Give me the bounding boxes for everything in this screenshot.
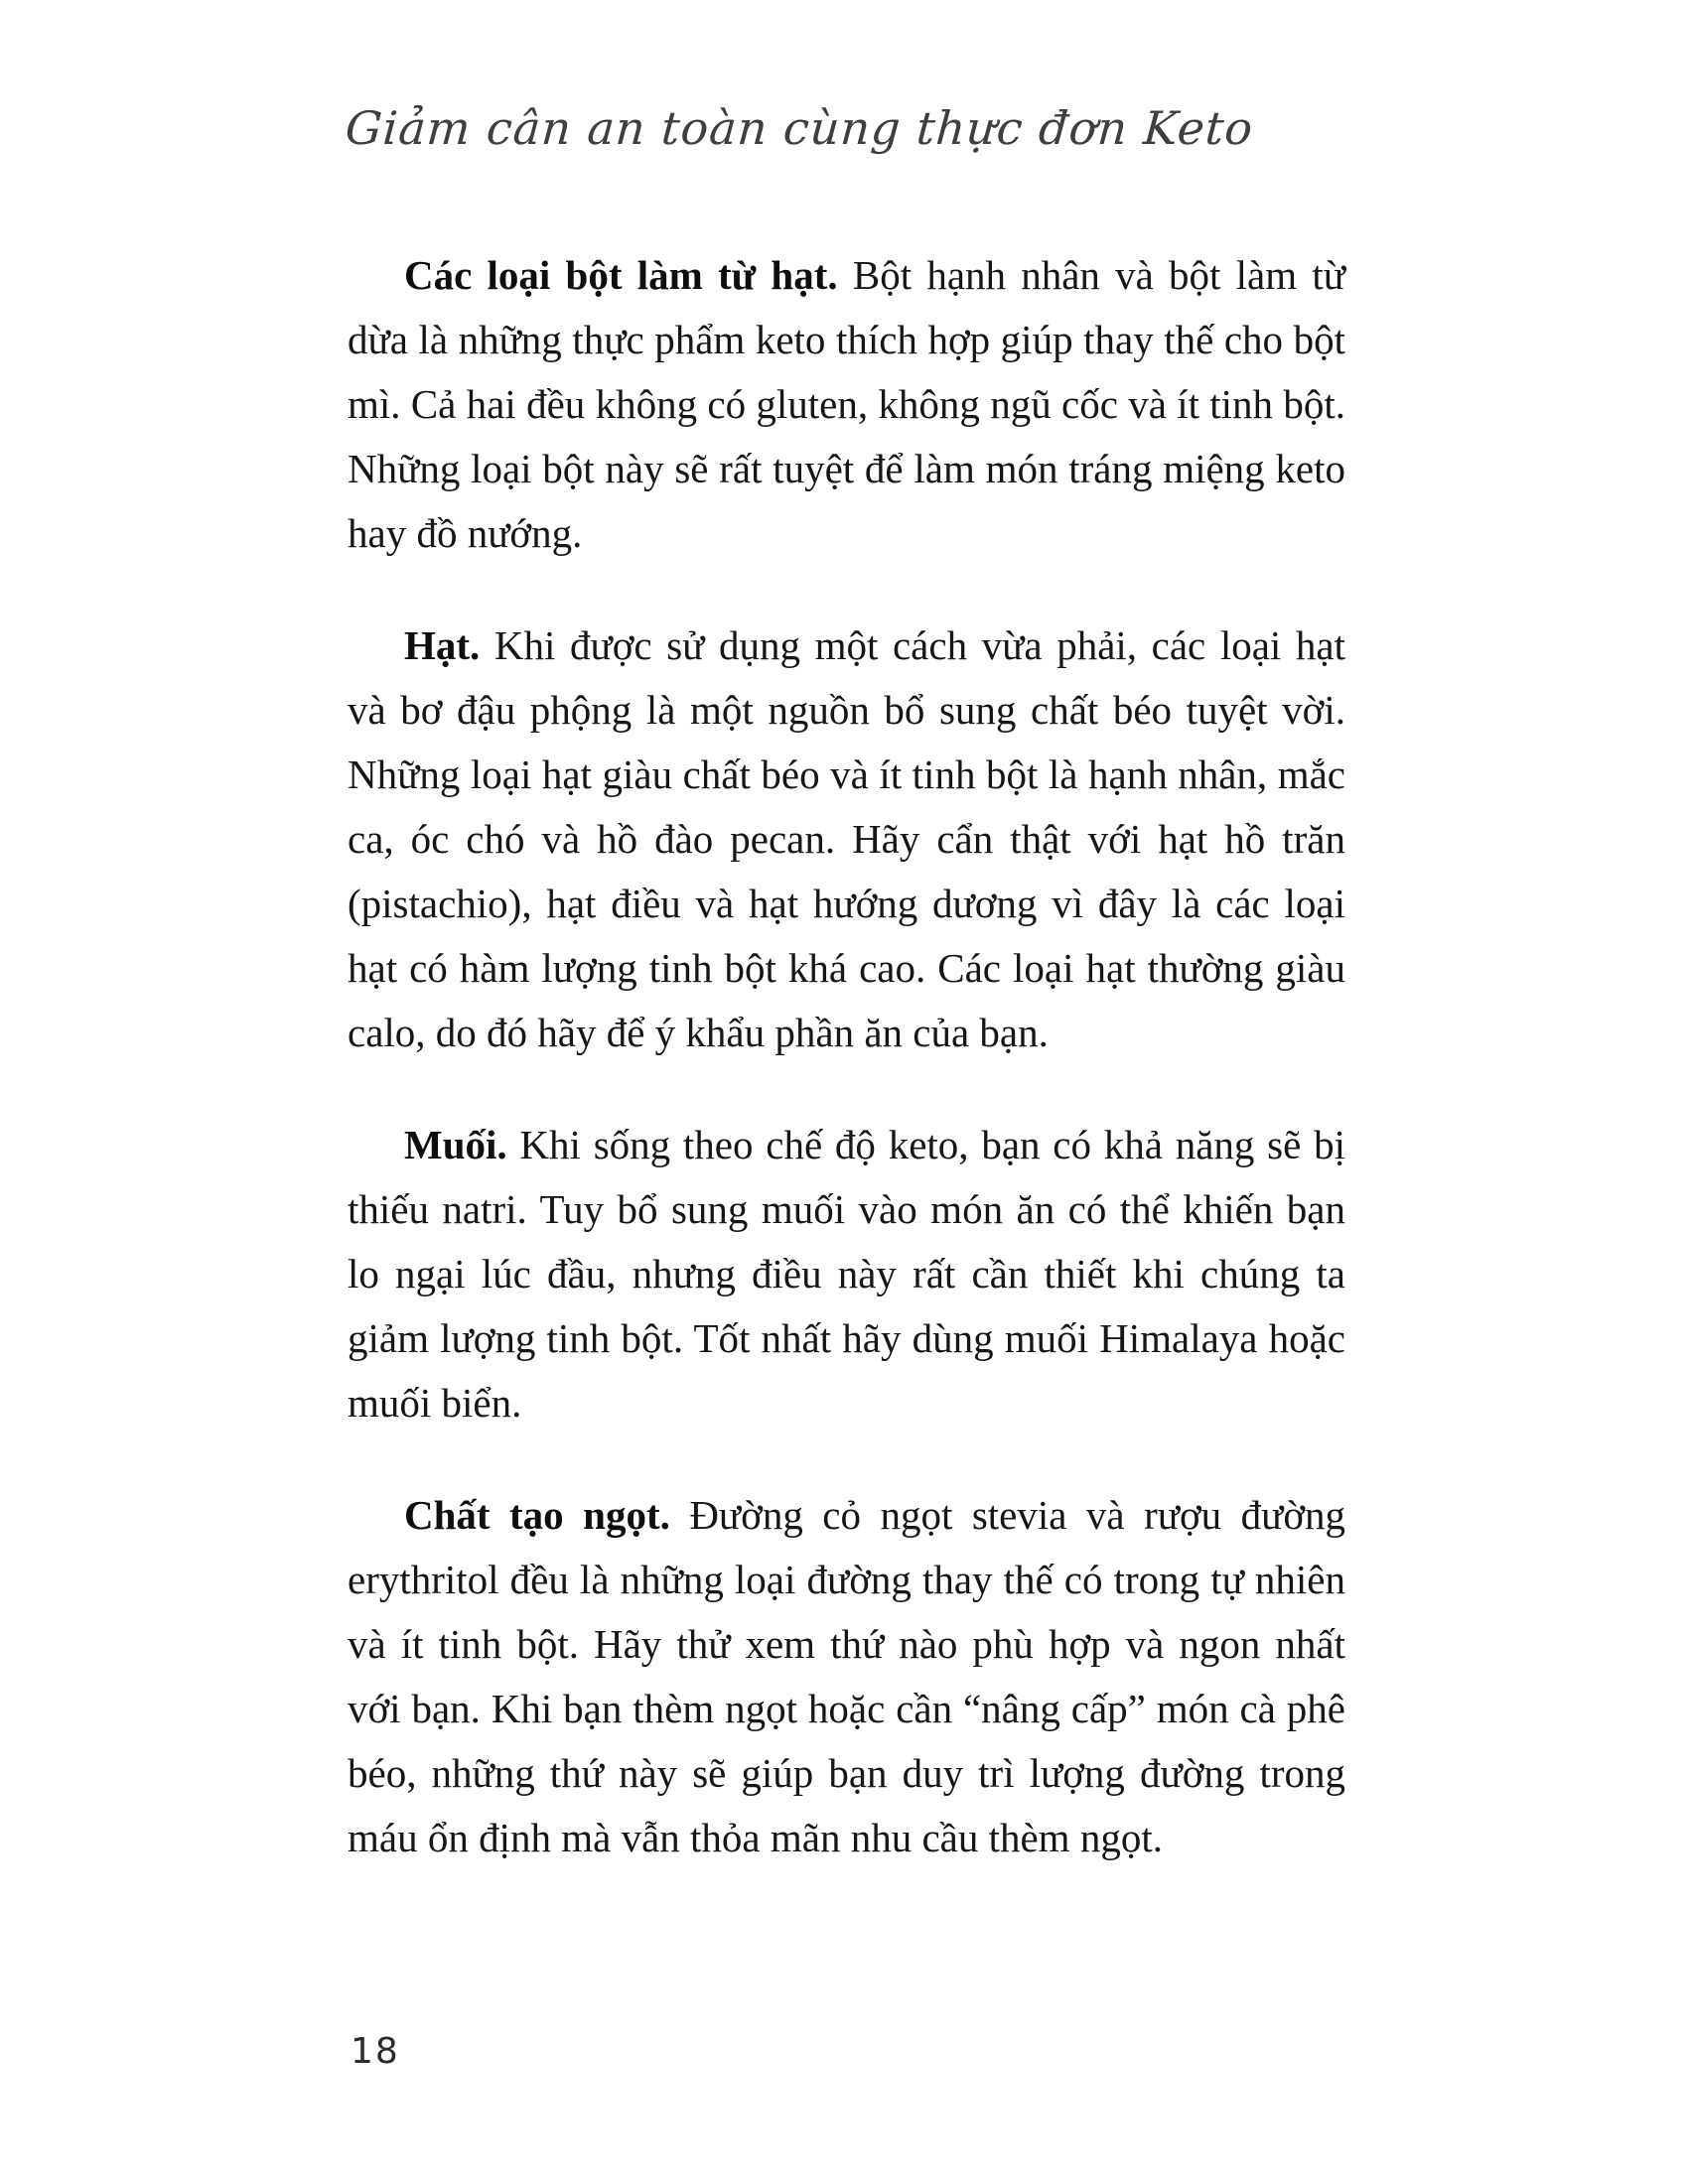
paragraph-text: Khi được sử dụng một cách vừa phải, các loại hạt và bơ đậu phộng là một nguồn bổ sung chất béo tuyệt vời. Những loại hạt giàu chất béo và ít tinh bột là hạnh nhân, mắc ca, óc chó và hồ đào pecan. Hãy cẩn thật với hạt hồ trăn (pistachio), hạt điều và hạt hướng dương vì đây là các loại hạt có hàm lượng tinh bột khá cao. Các loại hạt thường giàu calo, do đó hãy để ý khẩu phần ăn của bạn. (348, 622, 1345, 1055)
paragraph-lead: Hạt. (404, 622, 481, 668)
paragraph-text: Khi sống theo chế độ keto, bạn có khả năng sẽ bị thiếu natri. Tuy bổ sung muối vào món ăn có thể khiến bạn lo ngại lúc đầu, nhưng điều này rất cần thiết khi chúng ta giảm lượng tinh bột. Tốt nhất hãy dùng muối Himalaya hoặc muối biển. (348, 1122, 1345, 1426)
paragraph-nut-flours (348, 243, 1345, 566)
page-body (348, 243, 1345, 1918)
paragraph-text: Bột hạnh nhân và bột làm từ dừa là những thực phẩm keto thích hợp giúp thay thế cho bột mì. Cả hai đều không có gluten, không ngũ cốc và ít tinh bột. Những loại bột này sẽ rất tuyệt để làm món tráng miệng keto hay đồ nướng. (348, 252, 1345, 556)
paragraph-text: Đường cỏ ngọt stevia và rượu đường erythritol đều là những loại đường thay thế có trong tự nhiên và ít tinh bột. Hãy thử xem thứ nào phù hợp và ngon nhất với bạn. Khi bạn thèm ngọt hoặc cần “nâng cấp” món cà phê béo, những thứ này sẽ giúp bạn duy trì lượng đường trong máu ổn định mà vẫn thỏa mãn nhu cầu thèm ngọt. (348, 1492, 1345, 1860)
paragraph-sweeteners (348, 1483, 1345, 1870)
page-number: 18 (351, 2031, 400, 2072)
paragraph-lead: Chất tạo ngọt. (404, 1492, 670, 1538)
paragraph-lead: Các loại bột làm từ hạt. (404, 252, 838, 298)
paragraph-lead: Muối. (404, 1122, 507, 1167)
running-header-title: Giảm cân an toàn cùng thực đơn Keto (344, 101, 1256, 155)
paragraph-nuts (348, 614, 1345, 1065)
paragraph-salt (348, 1113, 1345, 1435)
